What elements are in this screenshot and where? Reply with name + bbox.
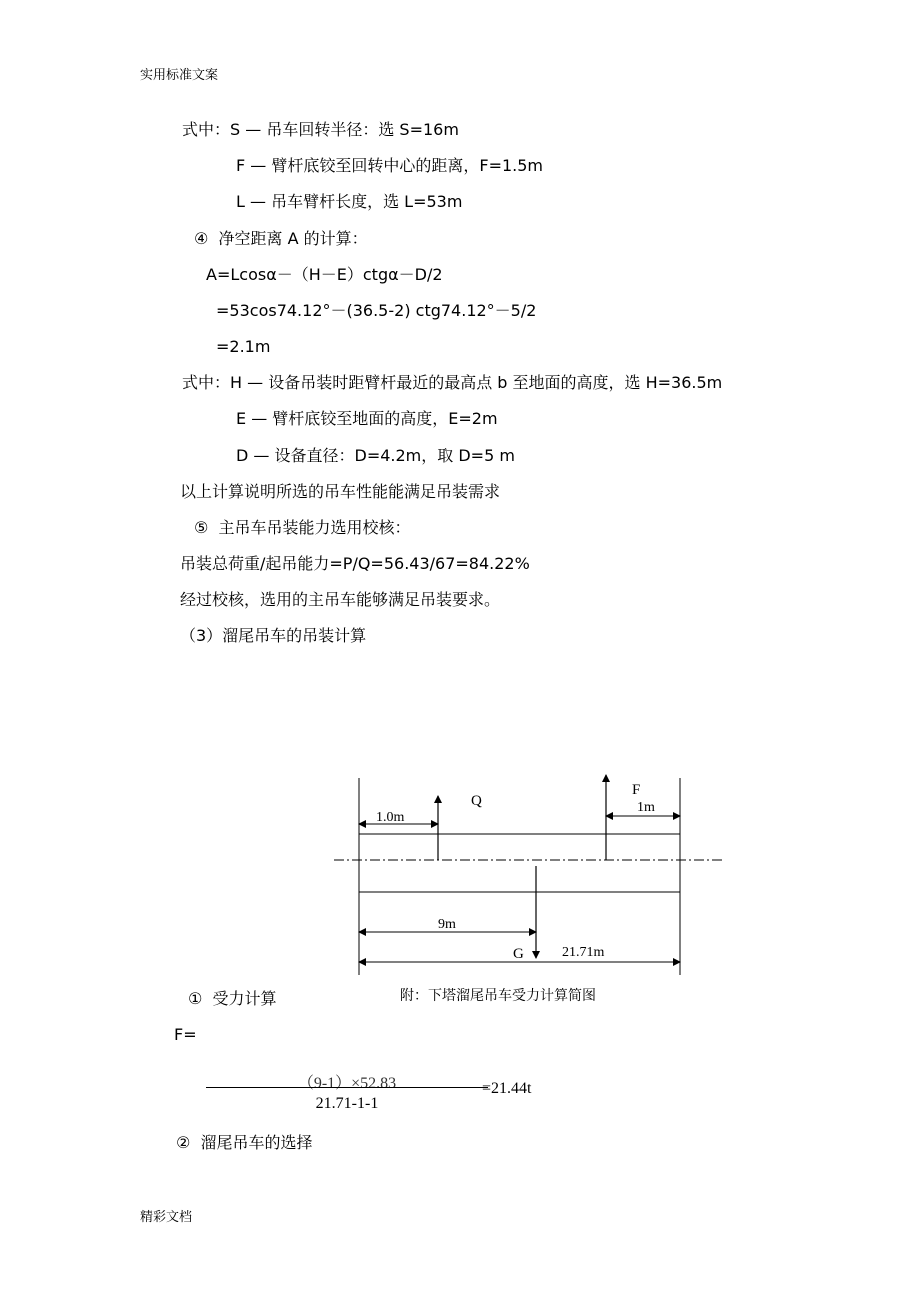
diagram-caption: 附：下塔溜尾吊车受力计算简图 [400,988,596,1004]
text-line: A=Lcosα－（H－E）ctgα－D/2 [206,265,443,284]
text-line: =53cos74.12°－(36.5-2) ctg74.12°－5/2 [216,301,537,320]
page-header: 实用标准文案 [140,68,219,83]
formula-denominator: 21.71-1-1 [315,1095,379,1112]
formula-numerator: （9-1）×52.83 [297,1075,397,1092]
text-line: L — 吊车臂杆长度，选 L=53m [236,192,463,211]
label-q: Q [471,793,482,809]
text-line: ④ 净空距离 A 的计算： [194,229,368,248]
dim-label-right: 1m [637,800,655,815]
section-heading: （3）溜尾吊车的吊装计算 [180,626,367,645]
page-footer: 精彩文档 [140,1210,193,1225]
text-line: 经过校核，选用的主吊车能够满足吊装要求。 [180,590,501,609]
label-f: F [632,782,641,798]
text-line: F — 臂杆底铰至回转中心的距离，F=1.5m [236,156,544,175]
text-line: 式中：H — 设备吊装时距臂杆最近的最高点 b 至地面的高度，选 H=36.5m [182,373,723,392]
text-line: ② 溜尾吊车的选择 [176,1133,313,1152]
vessel-body [359,834,680,892]
dim-label-left: 1.0m [376,810,405,825]
text-line: E — 臂杆底铰至地面的高度，E=2m [236,409,498,428]
text-line: =2.1m [216,337,271,356]
text-line: ① 受力计算 [188,989,277,1008]
fraction-bar [206,1087,488,1088]
dim-label-total: 21.71m [562,945,605,960]
label-g: G [513,946,524,962]
text-line: D — 设备直径：D=4.2m，取 D=5 m [236,446,515,465]
text-line: 式中：S — 吊车回转半径：选 S=16m [182,120,459,139]
formula-result: =21.44t [482,1080,532,1097]
text-line: F= [174,1025,197,1044]
text-line: 吊装总荷重/起吊能力=P/Q=56.43/67=84.22% [180,554,530,573]
force-diagram [330,770,730,980]
dim-label-9m: 9m [438,917,456,932]
text-line: ⑤ 主吊车吊装能力选用校核： [194,518,411,537]
text-line: 以上计算说明所选的吊车性能能满足吊装需求 [180,482,501,501]
